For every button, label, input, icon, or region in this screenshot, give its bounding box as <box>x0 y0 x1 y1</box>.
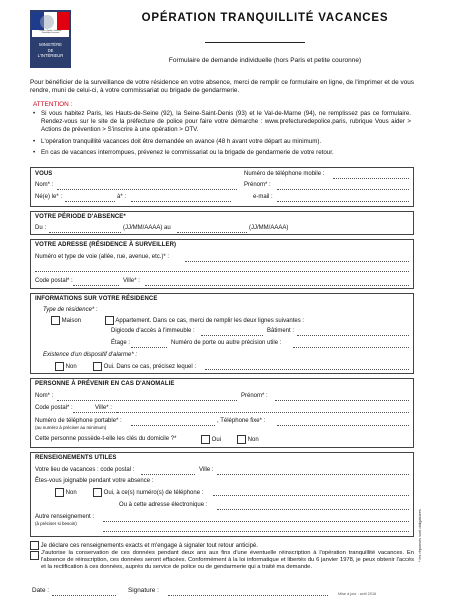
section-heading: RENSEIGNEMENTS UTILES <box>35 455 117 461</box>
nom-field[interactable] <box>57 189 237 190</box>
page-subtitle: Formulaire de demande individuelle (hors Paris et petite couronne) <box>168 57 362 64</box>
joignable-label: Êtes-vous joignable pendant votre absence : <box>35 478 154 484</box>
contact-nom-label: Nom* : <box>35 393 54 399</box>
authorize-block <box>30 550 414 572</box>
cp-field[interactable] <box>73 285 119 286</box>
etage-field[interactable] <box>131 347 167 348</box>
date-format-2: (JJ/MM/AAAA) <box>249 225 289 231</box>
attention-item: • L'opération tranquillité vacances doit être demandée en avance (48 h avant votre départ au minimum). <box>33 137 322 145</box>
contact-ville-field[interactable] <box>117 412 409 413</box>
date-end-field[interactable] <box>177 232 247 233</box>
alarme-non-label: Non <box>65 364 77 371</box>
mandatory-note: * les réponses sont obligatoires <box>418 509 422 562</box>
phone-field[interactable] <box>333 178 409 179</box>
du-label: Du : <box>35 225 47 231</box>
signature-field[interactable] <box>168 595 328 596</box>
date-format-1: (JJ/MM/AAAA) au <box>123 225 171 231</box>
keys-non-checkbox[interactable] <box>237 435 246 444</box>
date-start-field[interactable] <box>49 232 121 233</box>
logo-motto: Liberté • Égalité • Fraternité <box>39 30 62 32</box>
attention-label: ATTENTION : <box>33 101 73 108</box>
lieu-ville-field[interactable] <box>217 474 409 475</box>
title-rule <box>205 42 305 43</box>
contact-fixe-label: , Téléphone fixe* : <box>217 418 266 424</box>
ville-field[interactable] <box>145 285 409 286</box>
lieu-label: Votre lieu de vacances : code postal : <box>35 467 135 473</box>
joignable-oui-label: Oui, à ce(s) numéro(s) de téléphone : <box>103 490 204 497</box>
maison-label: Maison <box>61 318 82 325</box>
voie-field-2[interactable] <box>35 271 409 272</box>
signature-label: Signature : <box>128 587 159 594</box>
prenom-label: Prénom* : <box>244 182 271 188</box>
email-field[interactable] <box>277 201 409 202</box>
contact-prenom-field[interactable] <box>275 400 409 401</box>
date-label: Date : <box>32 587 50 594</box>
declare-text: Je déclare ces renseignements exacts et m'engage à signaler tout retour anticipé. <box>40 543 258 550</box>
voie-label: Numéro et type de voie (allée, rue, avenue, etc.)* : <box>35 254 170 260</box>
contact-portable-note: (au numéro à préciser au minimum) <box>35 425 107 430</box>
cp-label: Code postal* : <box>35 278 73 284</box>
logo-republic: République Française <box>41 32 60 35</box>
section-periode <box>30 211 414 235</box>
authorize-text: J'autorise la conservation de ces données pendant deux ans aux fins d'une éventuelle réinscription à l'opération tranquillité vacances. En l'absence de réinscription, ces données seront effacées. Conformément à la loi informatique et libertés du 6 janvier 1978, je peux obtenir l'accès et la rectification à ces données, auprès du service de police ou de gendarmerie qui a traité ma demande. <box>41 550 414 571</box>
alarme-field[interactable] <box>205 369 409 370</box>
contact-portable-field[interactable] <box>131 425 215 426</box>
keys-label: Cette personne possède-t-elle les clés du domicile ?* <box>35 436 177 442</box>
birthdate-field[interactable] <box>65 201 115 202</box>
keys-non-label: Non <box>247 437 259 444</box>
batiment-field[interactable] <box>297 335 409 336</box>
birthdate-label: Né(e) le* : <box>35 194 63 200</box>
etage-label: Étage : <box>111 340 131 346</box>
attention-item: • En cas de vacances interrompues, prévenez le commissariat ou la brigade de gendarmerie de votre retour. <box>33 148 334 156</box>
section-heading: INFORMATIONS SUR VOTRE RÉSIDENCE <box>35 296 158 302</box>
birthplace-field[interactable] <box>131 201 231 202</box>
joignable-email-field[interactable] <box>217 509 409 510</box>
alarme-non-checkbox[interactable] <box>55 362 64 371</box>
contact-ville-label: Ville* : <box>95 405 112 411</box>
joignable-phone-field[interactable] <box>213 495 409 496</box>
section-infos <box>30 293 414 374</box>
autre-field[interactable] <box>103 521 409 522</box>
section-heading: VOTRE PÉRIODE D'ABSENCE* <box>35 214 126 220</box>
intro-text: Pour bénéficier de la surveillance de votre résidence en votre absence, merci de remplir ce formulaire en ligne, de l'imprimer et de vous rendre, muni de celui-ci, à votre commissariat ou brigade de gendarmerie. <box>30 79 414 95</box>
section-renseignements <box>30 452 414 537</box>
alarme-oui-label: Oui. Dans ce cas, précisez lequel : <box>103 364 197 371</box>
nom-label: Nom* : <box>35 182 54 188</box>
porte-label: Numéro de porte ou autre précision utile : <box>171 340 282 346</box>
page-title: OPÉRATION TRANQUILLITÉ VACANCES <box>141 12 389 24</box>
digicode-label: Digicode d'accès à l'immeuble : <box>111 328 195 334</box>
keys-oui-checkbox[interactable] <box>201 435 210 444</box>
date-field[interactable] <box>52 595 116 596</box>
section-heading: VOTRE ADRESSE (RÉSIDENCE À SURVEILLER) <box>35 242 177 248</box>
ministry-logo <box>30 10 71 68</box>
declare-checkbox[interactable] <box>30 541 39 550</box>
lieu-cp-field[interactable] <box>141 474 195 475</box>
contact-cp-label: Code postal* : <box>35 405 73 411</box>
section-personne <box>30 378 414 448</box>
autre-label: Autre renseignement : <box>35 514 95 520</box>
autre-field-2[interactable] <box>103 531 409 532</box>
section-adresse <box>30 239 414 289</box>
birthplace-label: à* : <box>117 194 127 200</box>
autre-note: (à préciser si besoin) <box>35 521 77 526</box>
marianne-flag <box>32 12 69 30</box>
phone-label: Numéro de téléphone mobile : <box>244 171 325 177</box>
appartement-label: Appartement. Dans ce cas, merci de remplir les deux lignes suivantes : <box>115 318 305 325</box>
digicode-field[interactable] <box>201 335 263 336</box>
joignable-oui-checkbox[interactable] <box>93 488 102 497</box>
keys-oui-label: Oui <box>211 437 222 444</box>
alarme-label: Existence d'un dispositif d'alarme* : <box>43 352 138 358</box>
maison-checkbox[interactable] <box>51 316 60 325</box>
ville-label: Ville* : <box>123 278 140 284</box>
alarme-oui-checkbox[interactable] <box>93 362 102 371</box>
voie-field[interactable] <box>185 261 409 262</box>
prenom-field[interactable] <box>277 189 409 190</box>
batiment-label: Bâtiment : <box>267 328 295 334</box>
attention-item: • Si vous habitez Paris, les Hauts-de-Seine (92), la Seine-Saint-Denis (93) et le Val-de-Marne (94), ne remplissez pas ce formulaire. Rendez-vous sur le site de la préfecture de police pour faire votre démarche : www.prefecturedepolice.paris, rubrique Vous aider > Actions de prévention > S'inscrire à une opération > OTV. <box>33 110 411 134</box>
porte-field[interactable] <box>293 347 409 348</box>
type-label: Type de résidence* : <box>43 307 98 313</box>
attention-list <box>33 110 411 157</box>
logo-ministry: MINISTÈRE DE L'INTÉRIEUR <box>37 42 64 59</box>
joignable-non-checkbox[interactable] <box>55 488 64 497</box>
joignable-email-label: Ou à cette adresse électronique : <box>119 502 208 508</box>
contact-prenom-label: Prénom* : <box>241 393 268 399</box>
joignable-non-label: Non <box>65 490 77 497</box>
section-heading: VOUS <box>35 171 53 177</box>
authorize-checkbox[interactable] <box>30 551 39 560</box>
section-heading: PERSONNE À PRÉVENIR EN CAS D'ANOMALIE <box>35 381 175 387</box>
contact-fixe-field[interactable] <box>277 425 409 426</box>
lieu-ville-label: Ville : <box>199 467 214 473</box>
email-label: e-mail : <box>253 194 273 200</box>
contact-nom-field[interactable] <box>57 400 237 401</box>
appartement-checkbox[interactable] <box>105 316 114 325</box>
section-vous <box>30 167 414 207</box>
form-reference: Mise à jour : avril 2016 <box>338 592 377 596</box>
contact-portable-label: Numéro de téléphone portable* : <box>35 418 122 424</box>
